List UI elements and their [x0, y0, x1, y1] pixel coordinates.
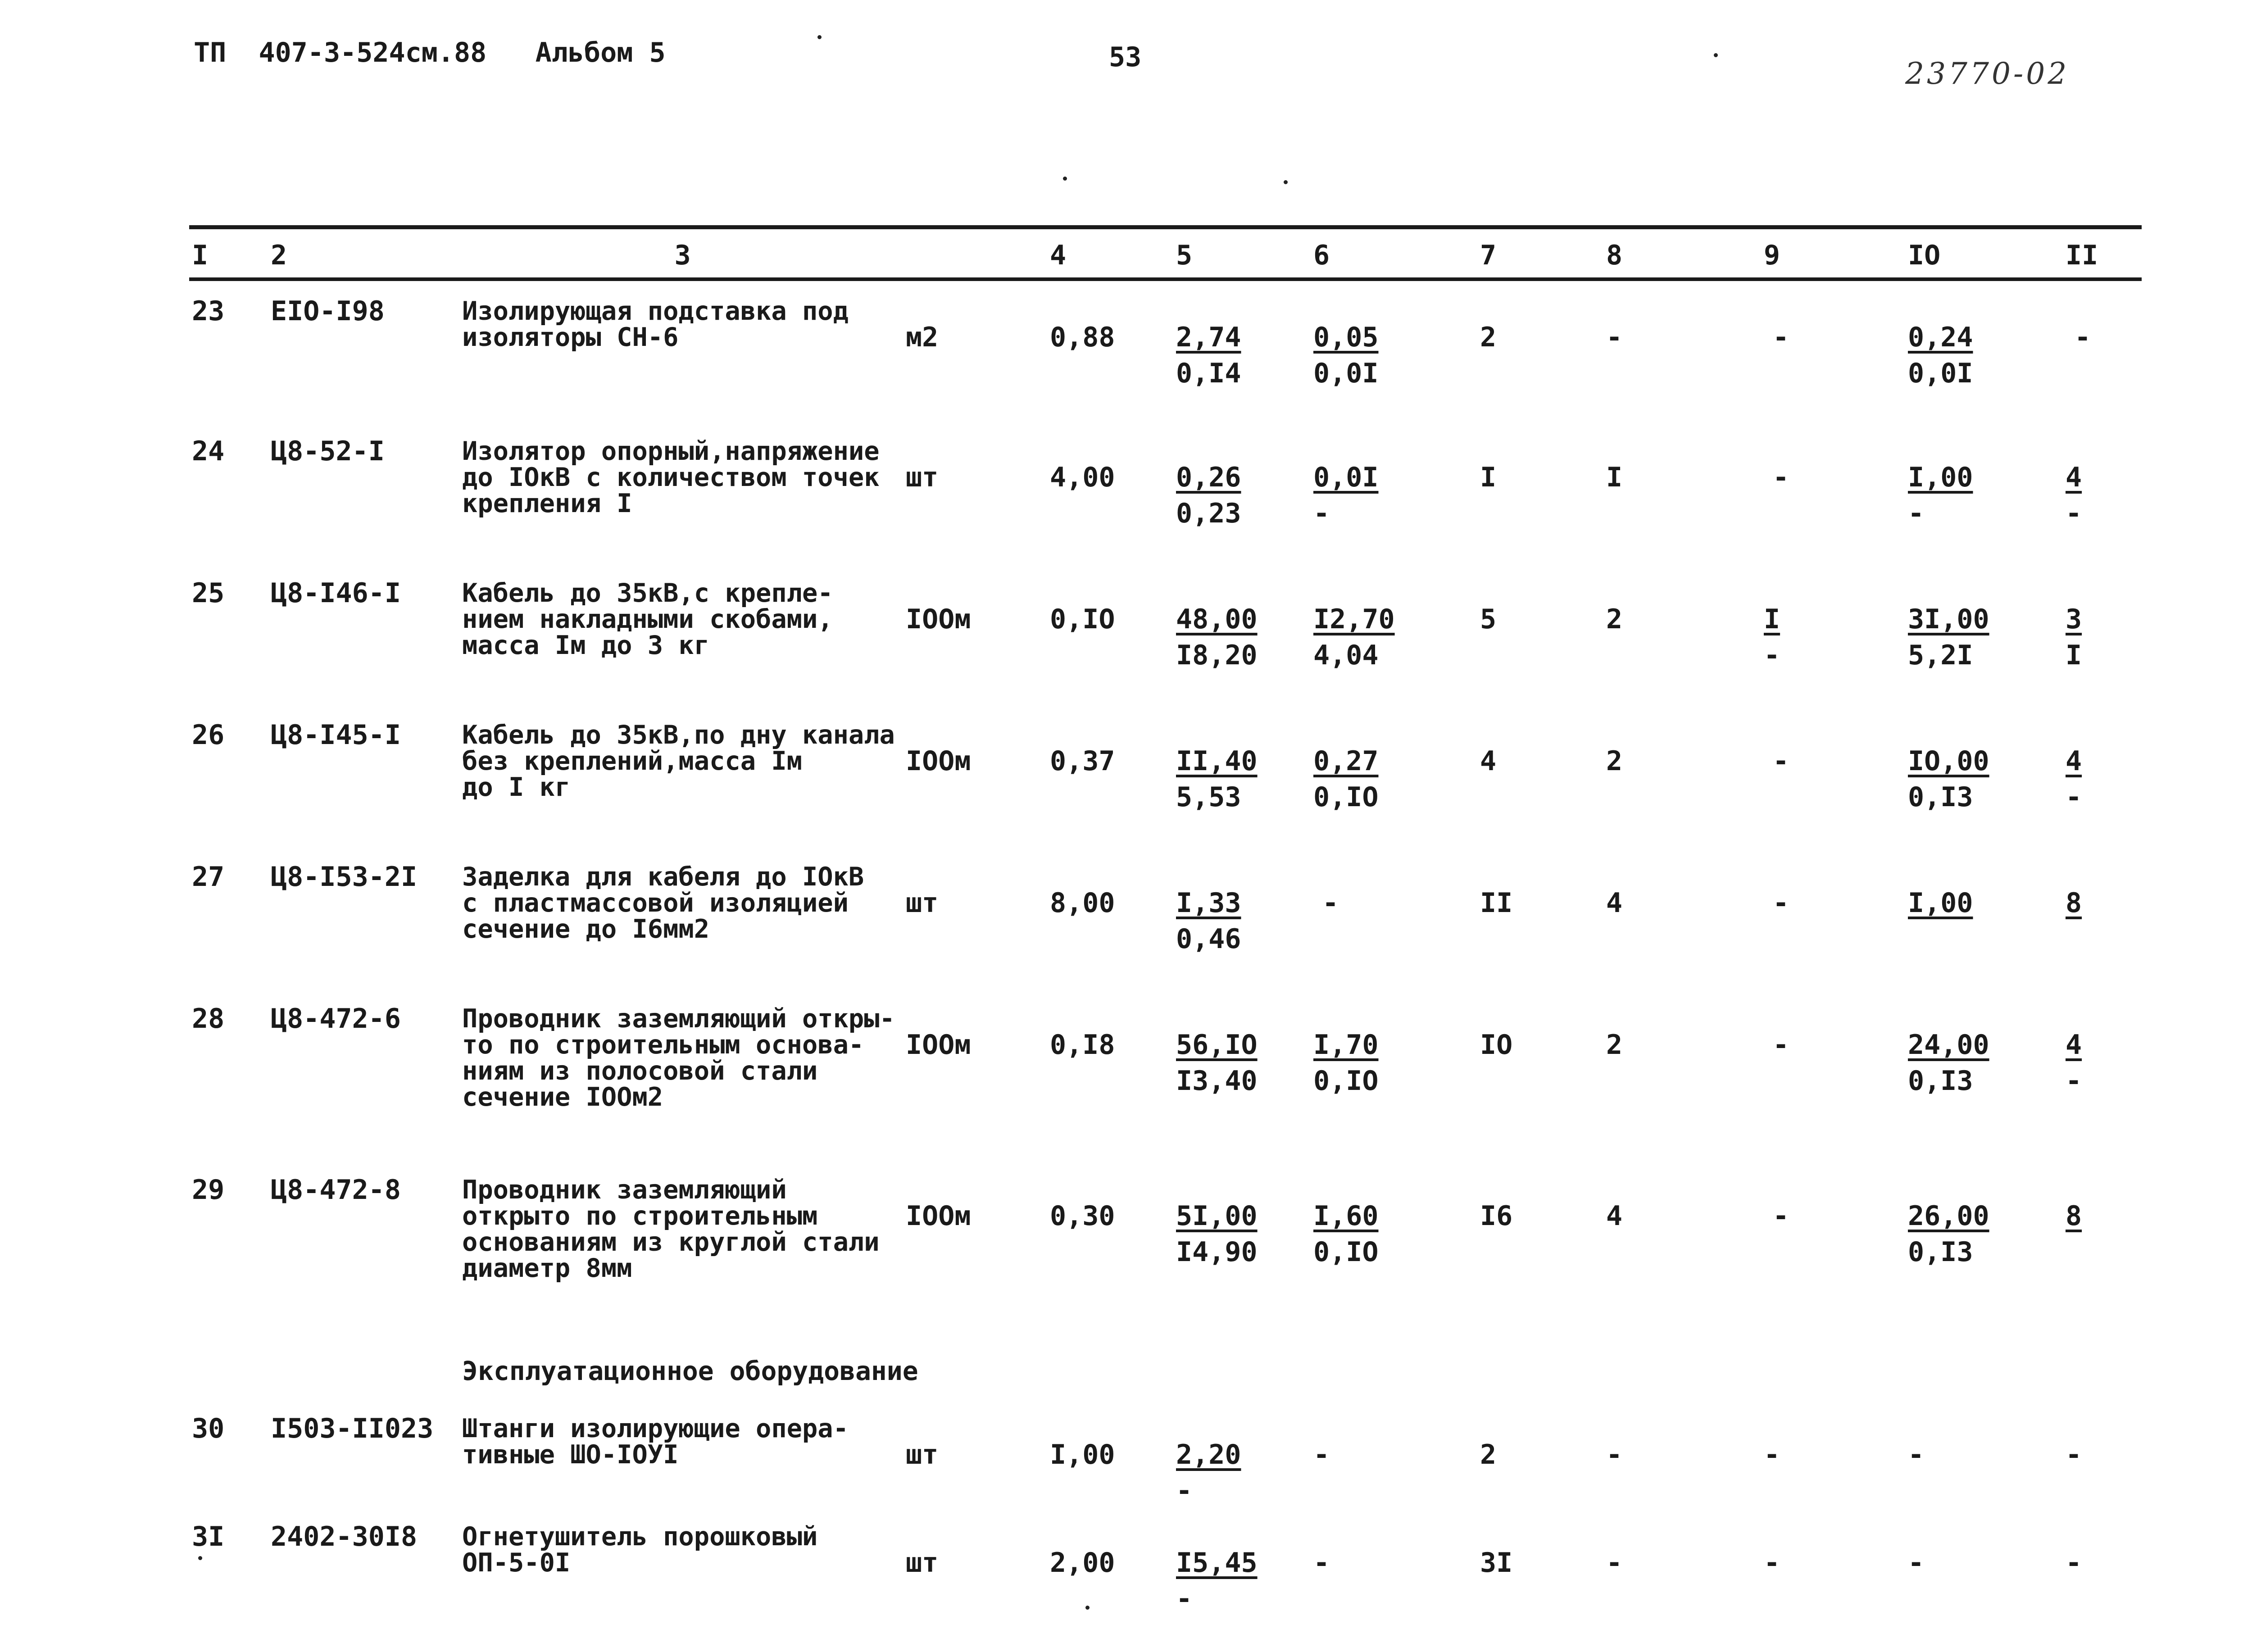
- col11-value-fraction: [2066, 1200, 2095, 1239]
- col10-value-fraction: [1908, 461, 1987, 529]
- col11-value-fraction: [2066, 461, 2095, 529]
- col10-value-top: 0,24: [1908, 321, 1973, 353]
- col11-value-top: -: [2075, 321, 2091, 353]
- col5-value-fraction: [1176, 745, 1271, 813]
- price-code: Ц8-I45-I: [271, 719, 401, 751]
- col6-value: -: [1313, 1547, 1330, 1579]
- quantity: 4,00: [1050, 461, 1115, 493]
- work-description: Заделка для кабеля до IOкВ с пластмассовой изоляцией сечение до I6мм2: [462, 862, 864, 944]
- col10-value-top: 3I,00: [1908, 603, 1989, 635]
- col8-value: 4: [1606, 887, 1623, 919]
- col11-value-top: 4: [2066, 461, 2082, 493]
- col5-value-fraction: [1176, 1439, 1255, 1507]
- table-row: [189, 847, 2142, 989]
- col7-value: 2: [1480, 321, 1497, 353]
- col6-value-top: 0,27: [1313, 745, 1379, 777]
- scan-speck: [817, 35, 822, 39]
- col6-value-fraction: [1313, 603, 1408, 671]
- col10-value: [1905, 989, 2063, 1160]
- table-row: [189, 989, 2142, 1160]
- col8-value: 2: [1606, 745, 1623, 777]
- col5-value-fraction: [1176, 1029, 1271, 1097]
- col5-value-fraction: [1176, 1200, 1271, 1268]
- col11-value: -: [2066, 1439, 2082, 1470]
- section-row: [189, 1331, 2142, 1398]
- col-header-3: 3: [459, 227, 903, 279]
- col10-value-bottom: 0,0I: [1908, 357, 1973, 389]
- column-header-row: [189, 227, 2142, 279]
- price-code: Ц8-I53-2I: [271, 861, 418, 893]
- col7-value: IO: [1480, 1029, 1513, 1061]
- col9-value: [1761, 1160, 1905, 1331]
- col5-value-top: II,40: [1176, 745, 1258, 777]
- col5-value: [1173, 989, 1311, 1160]
- col10-value-top: 26,00: [1908, 1200, 1989, 1232]
- col7-value: I6: [1480, 1200, 1513, 1232]
- col5-value: [1173, 1160, 1311, 1331]
- col7-value: 2: [1480, 1439, 1497, 1470]
- col6-value-bottom: 0,0I: [1313, 357, 1379, 389]
- price-code: ЕIO-I98: [271, 295, 385, 327]
- col11-value-fraction: [2066, 1029, 2095, 1097]
- col9-value-top: -: [1773, 887, 1789, 919]
- unit: IOOм: [906, 1029, 971, 1061]
- col-header-unit: [903, 227, 1047, 279]
- col7-value: 4: [1480, 745, 1497, 777]
- quantity: 8,00: [1050, 887, 1115, 919]
- col6-value-top: I2,70: [1313, 603, 1395, 635]
- col5-value-top: 5I,00: [1176, 1200, 1258, 1232]
- work-description: Кабель до 35кВ,по дну канала без креплений,масса Iм до I кг: [462, 720, 895, 802]
- col-header-6: 6: [1311, 227, 1477, 279]
- col11-value-fraction: [2066, 603, 2095, 671]
- col10-value: [1905, 279, 2063, 421]
- col6-value-bottom: 0,IO: [1313, 781, 1379, 813]
- row-number: 25: [192, 577, 225, 609]
- col10-value: [1905, 421, 2063, 563]
- row-number: 27: [192, 861, 225, 893]
- col9-value-top: -: [1773, 1029, 1789, 1061]
- col10-value-bottom: 5,2I: [1908, 639, 1973, 671]
- col6-value-fraction: [1313, 1029, 1392, 1097]
- col11-value: [2063, 847, 2142, 989]
- col5-value: [1173, 847, 1311, 989]
- col-header-8: 8: [1603, 227, 1761, 279]
- price-code: I503-II023: [271, 1412, 434, 1444]
- quantity: 0,30: [1050, 1200, 1115, 1232]
- col-header-11: II: [2063, 227, 2142, 279]
- table-row: [189, 1507, 2142, 1615]
- col9-value: -: [1764, 1439, 1780, 1470]
- col6-value-bottom: 0,IO: [1313, 1065, 1379, 1097]
- col11-value-bottom: -: [2066, 497, 2082, 529]
- col5-value-top: I,33: [1176, 887, 1241, 919]
- page-number: 53: [1109, 41, 1142, 73]
- col6-value-bottom: 4,04: [1313, 639, 1379, 671]
- col5-value-bottom: -: [1176, 1583, 1193, 1615]
- col6-value-top: I,60: [1313, 1200, 1379, 1232]
- col10-value-top: IO,00: [1908, 745, 1989, 777]
- section-title: Эксплуатационное оборудование: [462, 1355, 918, 1386]
- estimate-sheet: [189, 225, 2142, 1615]
- unit: шт: [906, 1547, 939, 1579]
- col-header-9: 9: [1761, 227, 1905, 279]
- col6-value-top: -: [1322, 887, 1339, 919]
- col5-value-bottom: 0,23: [1176, 497, 1241, 529]
- col5-value-fraction: [1176, 603, 1271, 671]
- price-code: Ц8-52-I: [271, 435, 385, 467]
- col7-value: 3I: [1480, 1547, 1513, 1579]
- col9-value-fraction: [1764, 603, 1793, 671]
- table-row: [189, 1398, 2142, 1507]
- col6-value: -: [1313, 1439, 1330, 1470]
- col10-value-bottom: 0,I3: [1908, 1236, 1973, 1268]
- col10-value: [1905, 563, 2063, 705]
- row-number: 23: [192, 295, 225, 327]
- col11-value-bottom: -: [2066, 781, 2082, 813]
- col11-value-top: 8: [2066, 1200, 2082, 1232]
- col5-value-top: 48,00: [1176, 603, 1258, 635]
- scan-speck: [1063, 177, 1067, 181]
- col5-value-bottom: 5,53: [1176, 781, 1241, 813]
- col10-value-bottom: 0,I3: [1908, 1065, 1973, 1097]
- handwritten-mark: 23770-02: [1905, 56, 2070, 91]
- col6-value-bottom: -: [1313, 497, 1330, 529]
- col6-value-top: 0,0I: [1313, 461, 1379, 493]
- work-description: Огнетушитель порошковый ОП-5-0I: [462, 1521, 818, 1578]
- price-code: 2402-30I8: [271, 1520, 418, 1552]
- section-spacer: [189, 1331, 268, 1398]
- col10-value: -: [1908, 1439, 1925, 1470]
- col5-value-top: 2,74: [1176, 321, 1241, 353]
- unit: шт: [906, 461, 939, 493]
- col5-value: [1173, 421, 1311, 563]
- col10-value: [1905, 705, 2063, 847]
- col-header-10: IO: [1905, 227, 2063, 279]
- col5-value: [1173, 279, 1311, 421]
- work-description: Штанги изолирующие опера- тивные ШО-IOУI: [462, 1413, 849, 1470]
- col11-value: [2063, 989, 2142, 1160]
- row-number: 3I: [192, 1520, 225, 1552]
- col8-value: -: [1606, 321, 1623, 353]
- row-number: 29: [192, 1174, 225, 1206]
- row-number: 24: [192, 435, 225, 467]
- col5-value-bottom: 0,46: [1176, 923, 1241, 955]
- section-spacer: [268, 1331, 459, 1398]
- col5-value-top: 2,20: [1176, 1439, 1241, 1470]
- col10-value-bottom: -: [1908, 497, 1925, 529]
- col6-value-fraction: [1313, 321, 1392, 389]
- price-code: Ц8-472-8: [271, 1174, 401, 1206]
- col6-value-top: I,70: [1313, 1029, 1379, 1061]
- col7-value: II: [1480, 887, 1513, 919]
- row-number: 26: [192, 719, 225, 751]
- table-body: [189, 279, 2142, 1615]
- col10-value-top: I,00: [1908, 887, 1973, 919]
- table-row: [189, 705, 2142, 847]
- col9-value: [1761, 279, 1905, 421]
- col5-value: [1173, 1398, 1311, 1507]
- work-description: Изолирующая подставка под изоляторы СН-6: [462, 296, 849, 352]
- col9-value-top: I: [1764, 603, 1780, 635]
- col9-value: [1761, 705, 1905, 847]
- col6-value: [1311, 279, 1477, 421]
- col11-value-top: 3: [2066, 603, 2082, 635]
- unit: IOOм: [906, 603, 971, 635]
- unit: м2: [906, 321, 939, 353]
- col9-value: [1761, 989, 1905, 1160]
- col10-value-fraction: [1908, 745, 2003, 813]
- col9-value-top: -: [1773, 461, 1789, 493]
- quantity: 0,37: [1050, 745, 1115, 777]
- col10-value-fraction: [1908, 1200, 2003, 1268]
- col11-value-fraction: [2066, 745, 2095, 813]
- col-header-1: I: [189, 227, 268, 279]
- col8-value: 4: [1606, 1200, 1623, 1232]
- work-description: Кабель до 35кВ,с крепле- нием накладными скобами, масса Iм до 3 кг: [462, 578, 833, 660]
- table-row: [189, 1160, 2142, 1331]
- col5-value-bottom: I3,40: [1176, 1065, 1258, 1097]
- col8-value: 2: [1606, 1029, 1623, 1061]
- col11-value: -: [2066, 1547, 2082, 1579]
- quantity: 0,I8: [1050, 1029, 1115, 1061]
- col10-value-fraction: [1908, 321, 1987, 389]
- col7-value: I: [1480, 461, 1497, 493]
- row-number: 28: [192, 1003, 225, 1035]
- col11-value: [2063, 421, 2142, 563]
- col7-value: 5: [1480, 603, 1497, 635]
- col6-value-fraction: [1313, 745, 1392, 813]
- table-row: [189, 421, 2142, 563]
- col5-value-bottom: I8,20: [1176, 639, 1258, 671]
- col9-value: [1761, 421, 1905, 563]
- col9-value-top: -: [1773, 745, 1789, 777]
- col5-value-fraction: [1176, 461, 1255, 529]
- col10-value-bottom: 0,I3: [1908, 781, 1973, 813]
- scan-speck: [1284, 180, 1288, 184]
- col9-value-bottom: -: [1764, 639, 1780, 671]
- col11-value: [2063, 279, 2142, 421]
- unit: IOOм: [906, 1200, 971, 1232]
- scan-speck: [1714, 53, 1718, 57]
- col9-value: -: [1764, 1547, 1780, 1579]
- col10-value: -: [1908, 1547, 1925, 1579]
- col10-value: [1905, 1160, 2063, 1331]
- col11-value-bottom: -: [2066, 1065, 2082, 1097]
- col8-value: -: [1606, 1547, 1623, 1579]
- table-row: [189, 279, 2142, 421]
- col10-value-fraction: [1908, 887, 1987, 926]
- quantity: 0,IO: [1050, 603, 1115, 635]
- col5-value: [1173, 563, 1311, 705]
- unit: шт: [906, 887, 939, 919]
- work-description: Изолятор опорный,напряжение до IOкВ с количеством точек крепления I: [462, 436, 880, 518]
- col11-value: [2063, 563, 2142, 705]
- col10-value-fraction: [1908, 603, 2003, 671]
- col6-value: [1311, 421, 1477, 563]
- unit: IOOм: [906, 745, 971, 777]
- col6-value-fraction: [1313, 1200, 1392, 1268]
- col10-value-fraction: [1908, 1029, 2003, 1097]
- col6-value-bottom: 0,IO: [1313, 1236, 1379, 1268]
- col5-value-bottom: I4,90: [1176, 1236, 1258, 1268]
- col5-value: [1173, 705, 1311, 847]
- col9-value-top: -: [1773, 321, 1789, 353]
- row-number: 30: [192, 1412, 225, 1444]
- col6-value: [1311, 705, 1477, 847]
- col10-value-top: 24,00: [1908, 1029, 1989, 1061]
- col11-value-fraction: [2066, 887, 2095, 926]
- quantity: 2,00: [1050, 1547, 1115, 1579]
- col-header-2: 2: [268, 227, 459, 279]
- col5-value-fraction: [1176, 887, 1255, 955]
- col11-value-top: 4: [2066, 1029, 2082, 1061]
- col11-value: [2063, 1160, 2142, 1331]
- col6-value-fraction: [1313, 461, 1392, 529]
- quantity: I,00: [1050, 1439, 1115, 1470]
- col10-value: [1905, 847, 2063, 989]
- price-code: Ц8-472-6: [271, 1003, 401, 1035]
- col5-value-fraction: [1176, 321, 1255, 389]
- col5-value-fraction: [1176, 1547, 1271, 1615]
- col6-value: [1311, 563, 1477, 705]
- col6-value: [1311, 847, 1477, 989]
- col8-value: 2: [1606, 603, 1623, 635]
- col-header-4: 4: [1047, 227, 1173, 279]
- col5-value-top: 0,26: [1176, 461, 1241, 493]
- estimate-table: [189, 225, 2142, 1615]
- col5-value-top: I5,45: [1176, 1547, 1258, 1579]
- col11-value-bottom: I: [2066, 639, 2082, 671]
- table-row: [189, 563, 2142, 705]
- col5-value-bottom: 0,I4: [1176, 357, 1241, 389]
- col5-value-bottom: -: [1176, 1475, 1193, 1507]
- work-description: Проводник заземляющий откры- то по строительным основа- ниям из полосовой стали сечение IOOм2: [462, 1003, 895, 1112]
- col-header-7: 7: [1477, 227, 1603, 279]
- col5-value: [1173, 1507, 1311, 1615]
- col9-value: [1761, 847, 1905, 989]
- col8-value: -: [1606, 1439, 1623, 1470]
- document-code: ТП 407-3-524см.88 Альбом 5: [194, 37, 666, 68]
- price-code: Ц8-I46-I: [271, 577, 401, 609]
- col6-value: [1311, 989, 1477, 1160]
- col-header-5: 5: [1173, 227, 1311, 279]
- col11-value-top: 8: [2066, 887, 2082, 919]
- col11-value: [2063, 705, 2142, 847]
- col11-value-top: 4: [2066, 745, 2082, 777]
- col8-value: I: [1606, 461, 1623, 493]
- col5-value-top: 56,IO: [1176, 1029, 1258, 1061]
- col6-value-top: 0,05: [1313, 321, 1379, 353]
- unit: шт: [906, 1439, 939, 1470]
- col6-value: [1311, 1160, 1477, 1331]
- work-description: Проводник заземляющий открыто по строительным основаниям из круглой стали диаметр 8мм: [462, 1175, 880, 1283]
- col9-value: [1761, 563, 1905, 705]
- col10-value-top: I,00: [1908, 461, 1973, 493]
- quantity: 0,88: [1050, 321, 1115, 353]
- col9-value-top: -: [1773, 1200, 1789, 1232]
